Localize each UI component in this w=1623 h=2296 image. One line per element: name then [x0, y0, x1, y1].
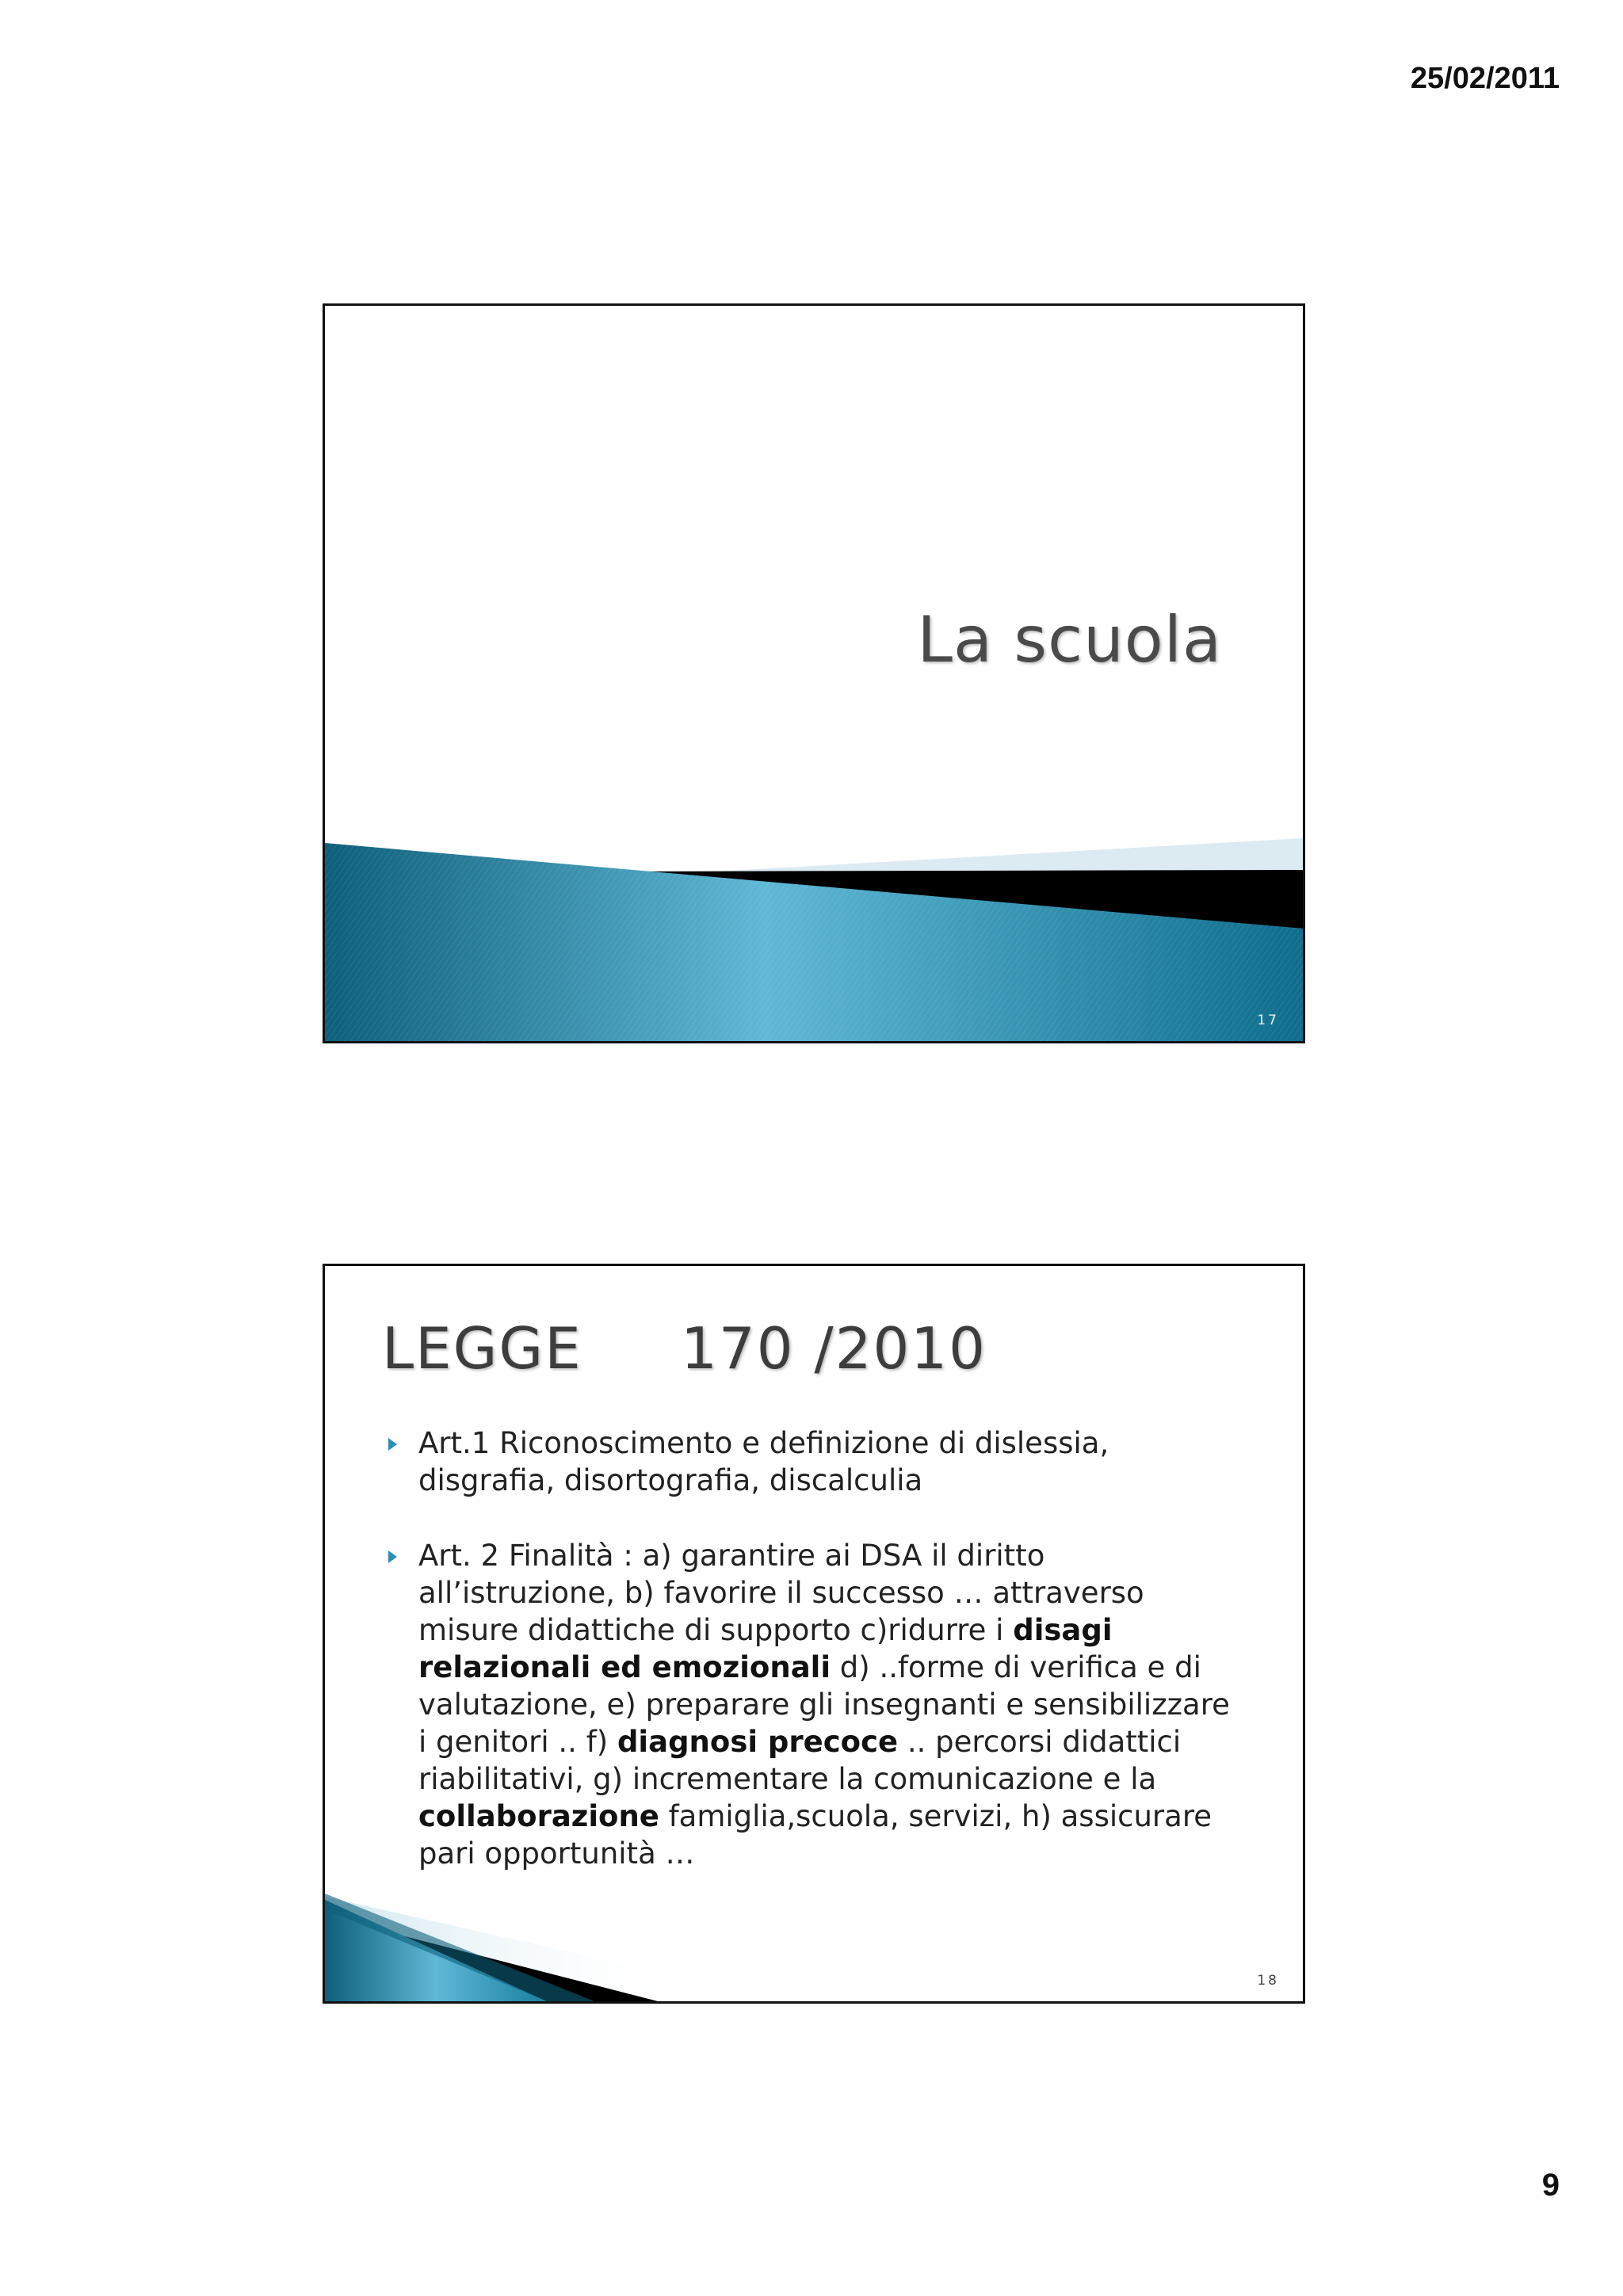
slide-title: LEGGE 170 /2010 — [382, 1315, 987, 1382]
page-date: 25/02/2011 — [1410, 62, 1560, 95]
bullet-text: d) ..forme di verifica e di valutazione, e) preparare gli insegnanti e sensibilizzare i genitori .. f) — [418, 1650, 1230, 1759]
bullet-list — [388, 1425, 1244, 1910]
bullet-item — [388, 1425, 1244, 1499]
slide-number: 17 — [1257, 1013, 1279, 1028]
bullet-text: .. percorsi didattici riabilitativi, g) incrementare la comunicazione e la — [418, 1725, 1182, 1796]
bullet-emphasis: collaborazione — [418, 1799, 659, 1833]
slide-18 — [323, 1264, 1305, 2004]
slide-title: La scuola — [917, 603, 1222, 677]
page-number: 9 — [1541, 2168, 1560, 2203]
bullet-item — [388, 1537, 1244, 1872]
bullet-text: famiglia,scuola, servizi, h) assicurare pari opportunità … — [418, 1799, 1212, 1871]
slide-17 — [323, 303, 1305, 1043]
bullet-emphasis: diagnosi precoce — [617, 1725, 899, 1759]
bullet-text: Art. 2 Finalità : a) garantire ai DSA il diritto all’istruzione, b) favorire il successo … attraverso misure didattiche di supporto c)ridurre i — [418, 1539, 1144, 1647]
bullet-text: Art.1 Riconoscimento e definizione di dislessia, disgrafia, disortografia, discalculia — [418, 1426, 1109, 1497]
bullet-arrow-icon — [388, 1438, 397, 1451]
slide-number: 18 — [1257, 1973, 1279, 1989]
bullet-arrow-icon — [388, 1550, 397, 1563]
bullet-emphasis: disagi relazionali ed emozionali — [418, 1613, 1113, 1684]
